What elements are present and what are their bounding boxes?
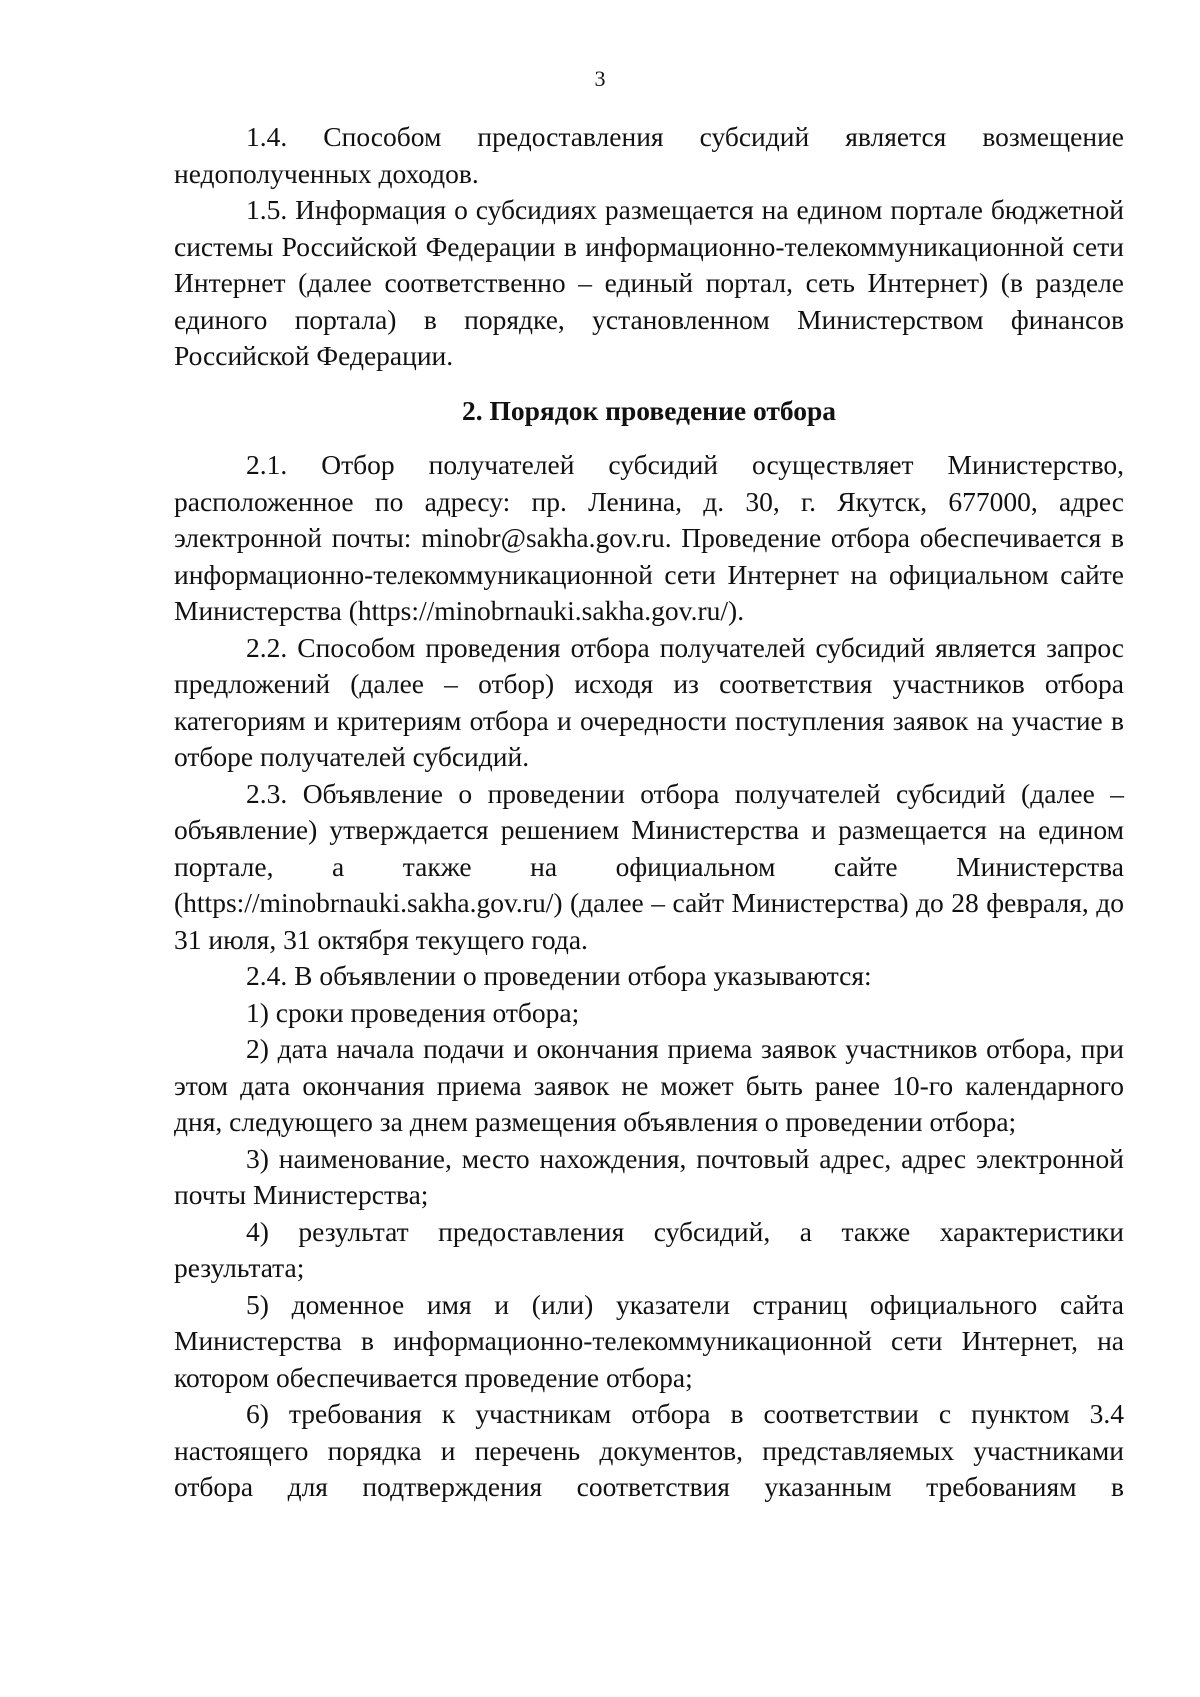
paragraph-1-4: 1.4. Способом предоставления субсидий является возмещение недополученных доходов. bbox=[174, 121, 1124, 189]
list-item-1: 1) сроки проведения отбора; bbox=[246, 996, 580, 1028]
list-item-6: 6) требования к участникам отбора в соответствии с пунктом 3.4 настоящего порядка и перечень документов, представляемых участниками отбора для подтверждения соответствия указанным требованиям в bbox=[174, 1398, 1124, 1502]
section-heading: 2. Порядок проведение отбора bbox=[461, 394, 837, 426]
list-item-3: 3) наименование, место нахождения, почтовый адрес, адрес электронной почты Министерства; bbox=[174, 1142, 1124, 1210]
paragraph-1-5: 1.5. Информация о субсидиях размещается на едином портале бюджетной системы Российской Федерации в информационно-телекоммуникационной сети Интернет (далее соответственно – единый портал, сеть Интернет) (в разделе единого портала) в порядке, установленном Министерством финансов Российской Федерации. bbox=[174, 194, 1124, 371]
list-item-5: 5) доменное имя и (или) указатели страниц официального сайта Министерства в информационно-телекоммуникационной сети Интернет, на котором обеспечивается проведение отбора; bbox=[174, 1288, 1124, 1393]
list-item-4: 4) результат предоставления субсидий, а также характеристики результата; bbox=[174, 1215, 1124, 1283]
paragraph-2-1: 2.1. Отбор получателей субсидий осуществляет Министерство, расположенное по адресу: пр. Ленина, д. 30, г. Якутск, 677000, адрес электронной почты: minobr@sakha.gov.ru. Проведение отбора обеспечивается в информационно-телекоммуникационной сети Интернет на официальном сайте Министерства (https://minobrnauki.sakha.gov.ru/). bbox=[174, 449, 1124, 626]
paragraph-2-3: 2.3. Объявление о проведении отбора получателей субсидий (далее – объявление) утверждается решением Министерства и размещается на едином портале, а также на официальном сайте Министерства (https://minobrnauki.sakha.gov.ru/) (далее – сайт Министерства) до 28 февраля, до 31 июля, 31 октября текущего года. bbox=[174, 777, 1124, 955]
document-body bbox=[174, 119, 1124, 1506]
page-number: 3 bbox=[594, 66, 606, 91]
list-item-2: 2) дата начала подачи и окончания приема заявок участников отбора, при этом дата окончания приема заявок не может быть ранее 10-го календарного дня, следующего за днем размещения объявления о проведении отбора; bbox=[174, 1033, 1124, 1137]
paragraph-2-4: 2.4. В объявлении о проведении отбора указываются: bbox=[246, 960, 872, 991]
paragraph-2-2: 2.2. Способом проведения отбора получателей субсидий является запрос предложений (далее – отбор) исходя из соответствия участников отбора категориям и критериям отбора и очередности поступления заявок на участие в отборе получателей субсидий. bbox=[174, 631, 1124, 772]
